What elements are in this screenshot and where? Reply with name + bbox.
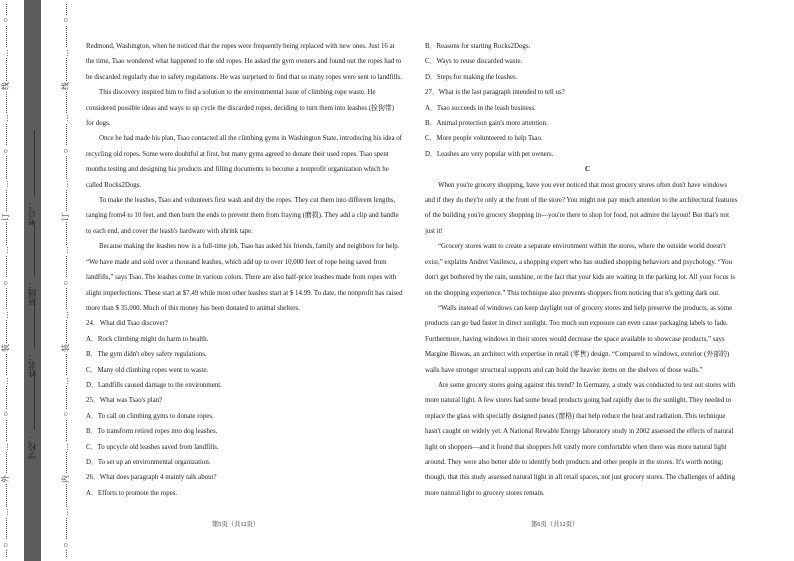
seal-mark: … [61,48,70,57]
seal-mark: … [61,442,70,451]
text-line: and if they do they're only at the front of the store? You might not pay much attention to the architectural features [425,197,738,205]
text-line: B．To transform retired ropes into dog leashes. [86,428,218,436]
text-line: B．Animal protection gain's more attention. [425,120,548,128]
text-line: 26．What does paragraph 4 mainly talk about? [86,474,217,482]
class-field[interactable] [34,222,35,276]
text-line: considered possible ideas and ways to up cycle the discarded ropes, deciding to turn them into leashes (拴狗带) [86,104,395,112]
text-line: just it! [425,227,443,235]
binding-margin [0,0,78,561]
text-line: called Rocks2Dogs. [86,181,142,189]
text-line: D．Landfills caused damage to the environment. [86,381,222,389]
text-line: exist,” explains Andrei Vasilescu, a shopping expert who has studied shopping behaviors and psychology. “You [425,258,733,266]
school-label: 学校： [27,434,37,460]
seal-mark: 线 [1,81,10,90]
text-line: Are some grocery stores going against this trend? In Germany, a study was conducted to test out stores with [438,381,736,389]
text-line: C．Ways to reuse discarded waste. [425,58,523,66]
seal-mark: … [1,376,10,385]
seal-mark: ○ [61,15,71,25]
section-heading: C [585,166,590,174]
text-line: “Walls instead of windows can keep daylight out of grocery stores and help preserve the products, as some [438,304,733,312]
exam-number-field[interactable] [34,130,35,196]
text-line: 25．What was Tsao's plan? [86,397,163,405]
seal-mark: … [61,114,70,123]
text-line: This discovery inspired him to find a solution to the environmental issue of climbing rope waste. He [99,89,376,97]
text-line: around. They were also better able to identify both products and other people in the stores. It's worth noting; [425,458,724,466]
class-label: 班级： [27,280,37,306]
seal-mark: ○ [1,146,11,156]
text-line: more natural light. A few stores had some bread products going bad rapidly due to the sunlight. They needed to [425,397,732,405]
seal-mark: … [61,245,70,254]
right-page-column [425,39,750,501]
text-line: 24．What did Tsao discover? [86,320,168,328]
text-line: hasn't caught on widely yet. A National Rewable Energy laboratory study in 2002 assessed the effects of natural [425,428,734,436]
school-field[interactable] [34,372,35,430]
text-line: 27．What is the last paragraph intended to tell us? [425,89,565,97]
seal-mark: … [1,442,10,451]
seal-mark: 线 [61,81,70,90]
seal-mark: ○ [61,540,71,550]
text-line: C．To upcycle old leashes saved from landfills. [86,443,219,451]
seal-mark: 外 [1,475,10,484]
text-line: Because making the leashes now is a full-time job, Tsao has asked his friends, family and neighbors for help. [99,243,400,251]
seal-mark: … [1,508,10,517]
text-line: A．To call on climbing gyms to donate ropes. [86,412,214,420]
text-line: light on shoppers—and it found that shoppers felt vastly more comfortable when there was more natural light [425,443,727,451]
right-page-footer: 第6页（共12页） [531,521,579,528]
text-line: A．Tsao succeeds in the leash business. [425,104,536,112]
text-line: A．Rock climbing might do harm to health. [86,335,209,343]
text-line: “Grocery stores want to create a separate environment within the stores, where the outside world doesn't [438,243,726,251]
text-line: products can go bad faster in direct sunlight. Too much sun exposure can even cause packaging labels to fade. [425,320,728,328]
text-line: C．Many old climbing ropes went to waste. [86,366,209,374]
text-line: A．Efforts to promote the ropes. [86,489,178,497]
text-line: on the shopping experience.” This technique also prevents shoppers from noticing that it's getting dark out. [425,289,720,297]
seal-mark: 订 [1,212,10,221]
name-label: 姓名： [27,352,37,378]
seal-mark: 内 [61,475,70,484]
name-field[interactable] [34,300,35,348]
seal-mark: 装 [61,344,70,353]
text-line: B．Reasons for starting Rocks2Dogs. [425,43,531,50]
text-line: Once he had made his plan, Tsao contacted all the climbing gyms in Washington State, introducing his idea of [99,135,402,143]
seal-mark: … [61,311,70,320]
text-line: Margine Biswas, an architect with expertise in retail (零售) design. “Compared to windows, exterior (外部的) [425,351,730,359]
text-line: B．The gym didn't obey safety regulations. [86,351,207,359]
seal-mark: ○ [61,278,71,288]
text-line: don't get bothered by the rain, sunshine, or the fact that your kids are waiting in the parking lot. All your focus is [425,274,735,282]
text-line: the time, Tsao wondered what happened to the old ropes. He asked the gym owners and found out the ropes had to [86,58,402,66]
text-line: slight imperfections. These start at $7.49 while most other leashes start at $ 14.99. To date, the nonprofit has raised [86,289,403,297]
seal-mark: … [61,376,70,385]
text-line: Furthermore, having windows in their stores would decrease the space available to showcase products,” says [425,335,725,343]
seal-mark: 装 [1,344,10,353]
left-page-column [86,39,412,501]
seal-mark: 订 [61,212,70,221]
text-line: D．Steps for making the leashes. [425,73,518,81]
text-line: more natural light to grocery stores remain. [425,489,545,497]
text-line: walls have stronger structural supports and can hold the heavier items on the shelves of those walls.” [425,366,703,374]
seal-mark: ○ [1,15,11,25]
text-line: replace the glass with specially designed panes (窗格) that help reduce the heat and radiation. This technique [425,412,726,420]
seal-mark: … [1,180,10,189]
seal-mark: … [61,508,70,517]
exam-number-label: 考号： [27,200,37,226]
text-line: D．To set up an environmental organization. [86,458,211,466]
text-line: to each end, and cover the leash's hardware with shrink tape. [86,227,253,235]
text-line: Redmond, Washington, when he noticed that the ropes were frequently being replaced with new ones. Just 16 at [86,43,395,50]
text-line: To make the leashes, Tsao and volunteers first wash and dry the ropes. They cut them into different lengths, [99,197,396,205]
text-line: landfills,” says Tsao. The leashes come in various colors. There are also half-price leashes made from ropes with [86,274,397,282]
text-line: ranging from4 to 10 feet, and then burn the ends to prevent them from fraying (磨损). They add a clip and handle [86,212,399,220]
text-line: of the building you're grocery shopping in—you're there to shop for food, not admire the layout! But that's not [425,212,729,220]
seal-mark: … [1,48,10,57]
seal-mark: ○ [61,146,71,156]
seal-mark: … [1,245,10,254]
text-line: C．More people volunteered to help Tsao. [425,135,543,143]
text-line: When you're grocery shopping, have you ever noticed that most grocery stores often don't have windows [438,181,728,189]
seal-mark: ○ [1,540,11,550]
seal-mark: … [61,180,70,189]
text-line: though, that this study assessed natural light in all retail spaces, not just grocery stores. The challenges of adding [425,474,736,482]
text-line: months testing and designing his products and filling documents to become a nonprofit organization which he [86,166,389,174]
text-line: D．Leashes are very popular with pet owners. [425,150,554,158]
left-page-footer: 第5页（共12页） [212,521,260,528]
seal-mark: … [1,311,10,320]
seal-mark: ○ [1,278,11,288]
text-line: “We have made and sold over a thousand leashes, which add up to over 10,000 feet of rope being saved from [86,258,387,266]
seal-mark: … [1,114,10,123]
text-line: for dogs. [86,120,111,128]
seal-mark: ○ [1,409,11,419]
seal-mark: ○ [61,409,71,419]
text-line: recycling old ropes. Some were doubtful at first, but many gyms agreed to donate their used ropes. Tsao spent [86,150,389,158]
text-line: be discarded regularly due to safety regulations. He was surprised to find that so many ropes were sent to landfills. [86,73,402,81]
text-line: more than $ 35,000. Much of this money has been donated to animal shelters. [86,304,300,312]
